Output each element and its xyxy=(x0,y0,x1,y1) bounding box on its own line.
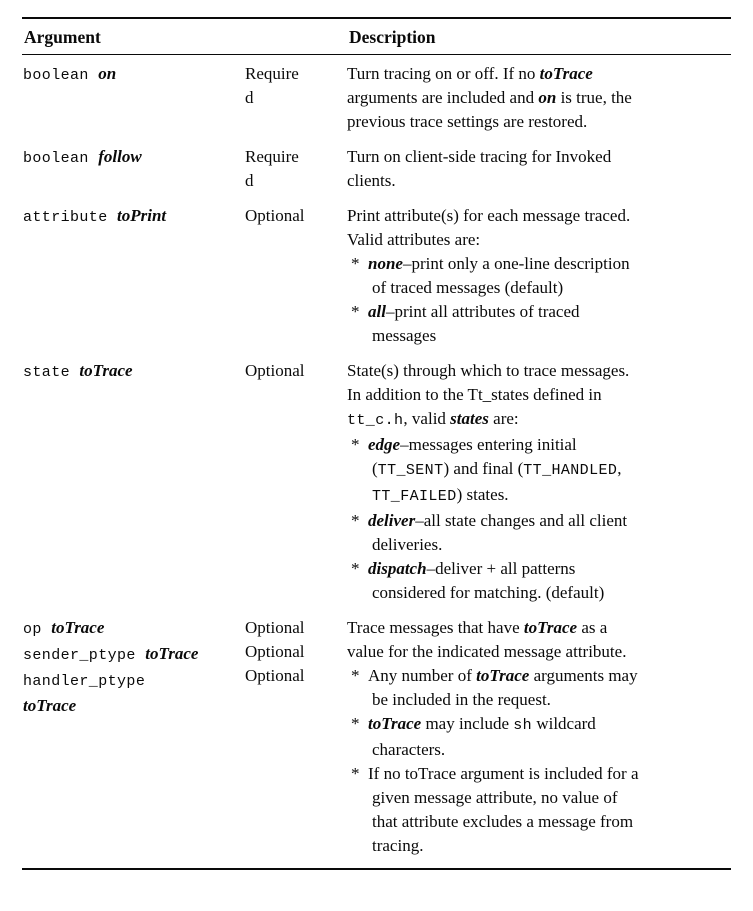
text: –print all attributes of traced xyxy=(385,302,580,321)
argument-cell xyxy=(22,145,245,193)
column-header-description: Description xyxy=(349,27,436,47)
argument-cell xyxy=(22,616,245,858)
text: given message attribute, no value of xyxy=(372,788,618,807)
description-line xyxy=(347,204,731,228)
argument-line xyxy=(23,616,245,642)
param-name: toTrace xyxy=(523,618,578,637)
text: tracing. xyxy=(372,836,424,855)
description-line xyxy=(347,483,731,509)
description-line xyxy=(347,169,731,193)
description-line xyxy=(347,640,731,664)
text: –messages entering initial xyxy=(400,435,577,454)
description-line xyxy=(347,457,731,483)
requirement-cell xyxy=(245,62,347,134)
text: characters. xyxy=(372,740,446,759)
text: –all state changes and all client xyxy=(415,511,628,530)
requirement-line: Optional xyxy=(245,666,305,685)
text: as a xyxy=(577,618,608,637)
bullet-marker: * xyxy=(351,714,360,733)
param-name: toTrace xyxy=(476,666,530,685)
argument-cell xyxy=(22,62,245,134)
description-line xyxy=(347,62,731,86)
text: value for the indicated message attribute. xyxy=(347,642,627,661)
argument-line xyxy=(23,642,245,668)
description-line xyxy=(347,581,731,605)
description-bullet-line xyxy=(347,664,731,688)
requirement-line: Optional xyxy=(245,618,305,637)
param-name: all xyxy=(368,302,386,321)
code-text: TT_SENT xyxy=(377,462,444,479)
text: considered for matching. (default) xyxy=(372,583,605,602)
requirement-line: Optional xyxy=(245,642,305,661)
description-line xyxy=(347,145,731,169)
text: ) and final ( xyxy=(443,459,524,478)
text: Valid attributes are: xyxy=(347,230,481,249)
requirement-line: d xyxy=(245,171,254,190)
argument-line xyxy=(23,204,245,230)
table-row xyxy=(22,204,731,348)
table-header-row xyxy=(22,19,731,55)
table-row xyxy=(22,62,731,134)
bullet-text xyxy=(368,300,731,324)
code-text: state xyxy=(23,364,80,381)
param-name: toTrace xyxy=(23,696,77,715)
bullet-text xyxy=(368,664,731,688)
description-line xyxy=(347,738,731,762)
code-text: attribute xyxy=(23,209,118,226)
text: ) states. xyxy=(456,485,509,504)
text: messages xyxy=(372,326,437,345)
description-cell xyxy=(347,62,731,134)
requirement-line: Require xyxy=(245,64,299,83)
text: may include xyxy=(421,714,514,733)
code-text: TT_HANDLED xyxy=(523,462,618,479)
text: Any number of xyxy=(368,666,477,685)
param-name: toTrace xyxy=(79,361,133,380)
text: Print attribute(s) for each message traced. xyxy=(347,206,631,225)
bullet-marker: * xyxy=(351,559,360,578)
param-name: follow xyxy=(98,147,142,166)
param-name: toTrace xyxy=(368,714,422,733)
description-cell xyxy=(347,359,731,605)
text: wildcard xyxy=(532,714,596,733)
text: –print only a one-line description xyxy=(402,254,630,273)
requirement-line: Require xyxy=(245,147,299,166)
description-line xyxy=(347,810,731,834)
param-name: on xyxy=(98,64,117,83)
description-cell xyxy=(347,145,731,193)
param-name: none xyxy=(368,254,403,273)
code-text: boolean xyxy=(23,67,99,84)
code-text: boolean xyxy=(23,150,99,167)
param-name: on xyxy=(538,88,557,107)
bullet-marker: * xyxy=(351,302,360,321)
description-line xyxy=(347,324,731,348)
param-name: deliver xyxy=(368,511,416,530)
table-row xyxy=(22,616,731,858)
text: are: xyxy=(488,409,519,428)
bullet-text xyxy=(368,762,731,786)
text: that attribute excludes a message from xyxy=(372,812,634,831)
bullet-text xyxy=(368,712,731,738)
text: Turn on client-side tracing for Invoked xyxy=(347,147,612,166)
text: State(s) through which to trace messages. xyxy=(347,361,630,380)
description-line xyxy=(347,359,731,383)
argument-cell xyxy=(22,359,245,605)
code-text: handler_ptype xyxy=(23,673,146,690)
requirement-cell xyxy=(245,616,347,858)
argument-line xyxy=(23,359,245,385)
description-bullet-line xyxy=(347,300,731,324)
code-text: sh xyxy=(513,717,533,734)
bullet-marker: * xyxy=(351,435,360,454)
bullet-text xyxy=(368,557,731,581)
requirement-line: Optional xyxy=(245,361,305,380)
column-header-argument: Argument xyxy=(24,27,101,47)
table-body xyxy=(22,62,731,858)
description-line xyxy=(347,86,731,110)
requirement-cell xyxy=(245,359,347,605)
description-cell xyxy=(347,616,731,858)
text: deliveries. xyxy=(372,535,443,554)
param-name: toTrace xyxy=(539,64,593,83)
code-text: op xyxy=(23,621,52,638)
param-name: toPrint xyxy=(117,206,167,225)
description-bullet-line xyxy=(347,433,731,457)
description-line xyxy=(347,110,731,134)
param-name: edge xyxy=(368,435,401,454)
description-line xyxy=(347,688,731,712)
text: be included in the request. xyxy=(372,690,551,709)
text: previous trace settings are restored. xyxy=(347,112,588,131)
param-name: dispatch xyxy=(368,559,427,578)
requirement-line: d xyxy=(245,88,254,107)
bullet-marker: * xyxy=(351,764,360,783)
description-bullet-line xyxy=(347,712,731,738)
requirement-line: Optional xyxy=(245,206,305,225)
description-line xyxy=(347,834,731,858)
text: –deliver + all patterns xyxy=(426,559,576,578)
code-text: sender_ptype xyxy=(23,647,146,664)
text: , xyxy=(617,459,622,478)
text: Turn tracing on or off. If no xyxy=(347,64,540,83)
bullet-marker: * xyxy=(351,511,360,530)
bullet-text xyxy=(368,509,731,533)
argument-cell xyxy=(22,204,245,348)
text: Trace messages that have xyxy=(347,618,524,637)
description-bullet-line xyxy=(347,509,731,533)
param-name: toTrace xyxy=(145,644,199,663)
description-line xyxy=(347,533,731,557)
text: , valid xyxy=(403,409,451,428)
argument-line xyxy=(23,145,245,171)
text: arguments are included and xyxy=(347,88,539,107)
bullet-marker: * xyxy=(351,254,360,273)
description-line xyxy=(347,276,731,300)
description-line xyxy=(347,383,731,407)
description-line xyxy=(347,616,731,640)
code-text: TT_FAILED xyxy=(372,488,457,505)
text: clients. xyxy=(347,171,396,190)
bullet-text xyxy=(368,252,731,276)
argument-line xyxy=(23,668,245,694)
bullet-marker: * xyxy=(351,666,360,685)
text: ( xyxy=(372,459,378,478)
argument-line xyxy=(23,62,245,88)
code-text: tt_c.h xyxy=(347,412,404,429)
description-line xyxy=(347,228,731,252)
requirement-cell xyxy=(245,145,347,193)
requirement-cell xyxy=(245,204,347,348)
table-row xyxy=(22,145,731,193)
column-header-requirement xyxy=(245,25,347,49)
text: arguments may xyxy=(529,666,638,685)
arguments-table xyxy=(22,17,731,870)
param-name: toTrace xyxy=(51,618,105,637)
description-bullet-line xyxy=(347,252,731,276)
description-cell xyxy=(347,204,731,348)
description-bullet-line xyxy=(347,762,731,786)
description-bullet-line xyxy=(347,557,731,581)
description-line xyxy=(347,407,731,433)
bullet-text xyxy=(368,433,731,457)
text: In addition to the Tt_states defined in xyxy=(347,385,602,404)
argument-line xyxy=(23,694,245,718)
text: If no toTrace argument is included for a xyxy=(368,764,639,783)
table-row xyxy=(22,359,731,605)
description-line xyxy=(347,786,731,810)
text: of traced messages (default) xyxy=(372,278,564,297)
param-name: states xyxy=(450,409,489,428)
text: is true, the xyxy=(556,88,632,107)
